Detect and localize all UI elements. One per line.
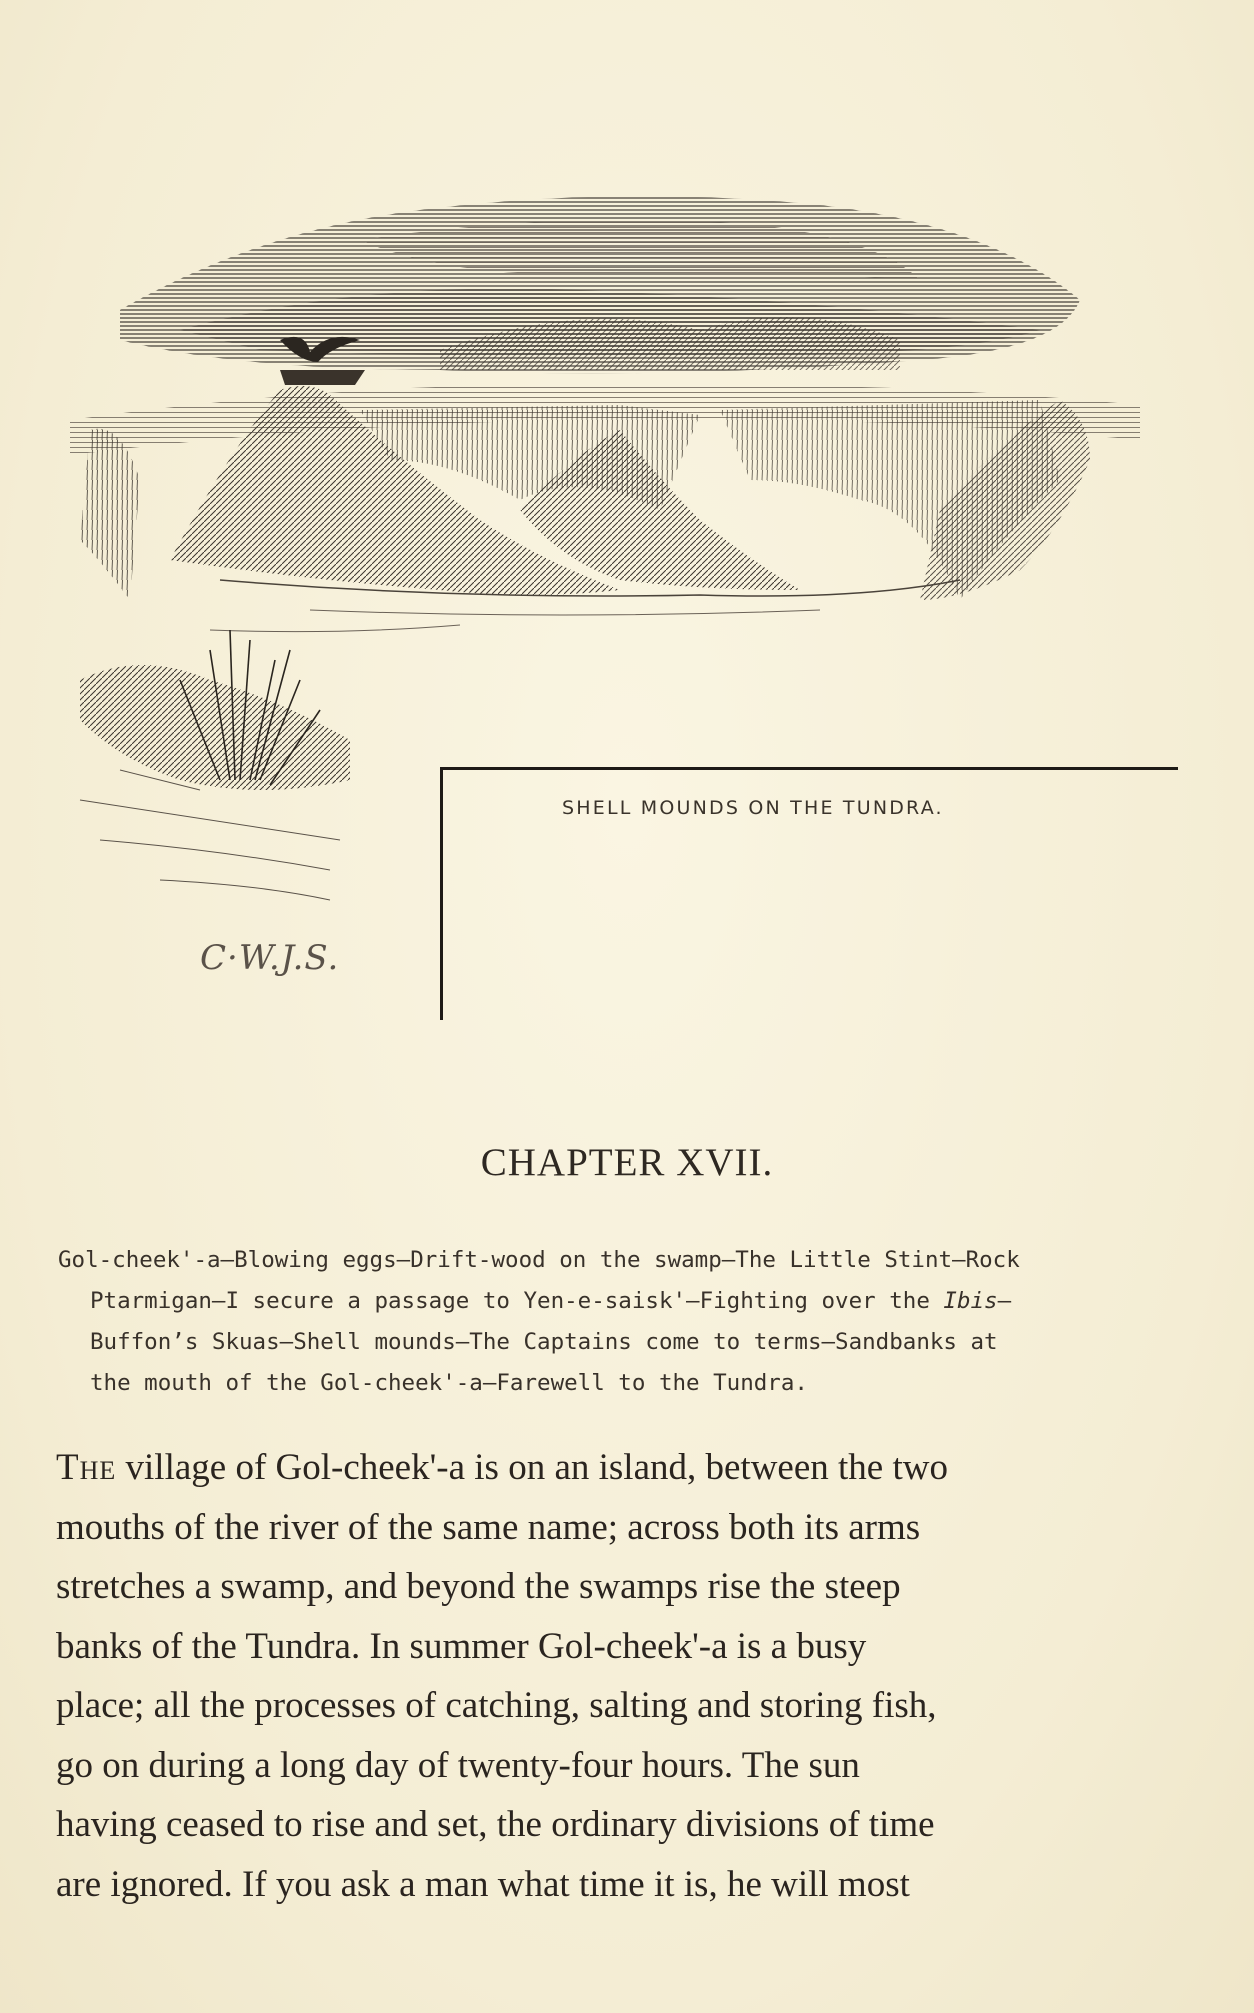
engraver-signature: C·W.J.S. [200,938,340,978]
body-line: banks of the Tundra. In summer Gol-cheek'-a is a busy [56,1625,867,1667]
illustration-caption: SHELL MOUNDS ON THE TUNDRA. [562,797,944,819]
body-paragraph [56,1438,1160,1914]
body-line: having ceased to rise and set, the ordinary divisions of time [56,1804,935,1845]
body-line: place; all the processes of catching, salting and storing fish, [56,1685,937,1726]
synopsis-line: Ptarmigan—I secure a passage to Yen-e-saisk'—Fighting over the Ibis— [90,1288,1012,1314]
body-line: mouths of the river of the same name; across both its arms [56,1506,921,1548]
italic-word: Ibis [943,1288,998,1314]
synopsis-line: Gol-cheek'-a—Blowing eggs—Drift-wood on the swamp—The Little Stint—Rock [58,1247,1020,1273]
body-line: stretches a swamp, and beyond the swamps rise the steep [56,1566,901,1607]
body-line [56,1438,1160,1498]
synopsis-line: Buffon’s Skuas—Shell mounds—The Captains come to terms—Sandbanks at [90,1329,998,1355]
body-line: go on during a long day of twenty-four hours. The sun [56,1744,860,1786]
chapter-synopsis [58,1240,1158,1404]
chapter-title: CHAPTER XVII. [480,1141,774,1184]
opening-word: The [56,1447,117,1488]
body-line: are ignored. If you ask a man what time it is, he will most [56,1863,910,1905]
body-line-rest: village of Gol-cheek'-a is on an island, between the two [116,1447,948,1488]
synopsis-line: the mouth of the Gol-cheek'-a—Farewell to the Tundra. [90,1370,808,1396]
